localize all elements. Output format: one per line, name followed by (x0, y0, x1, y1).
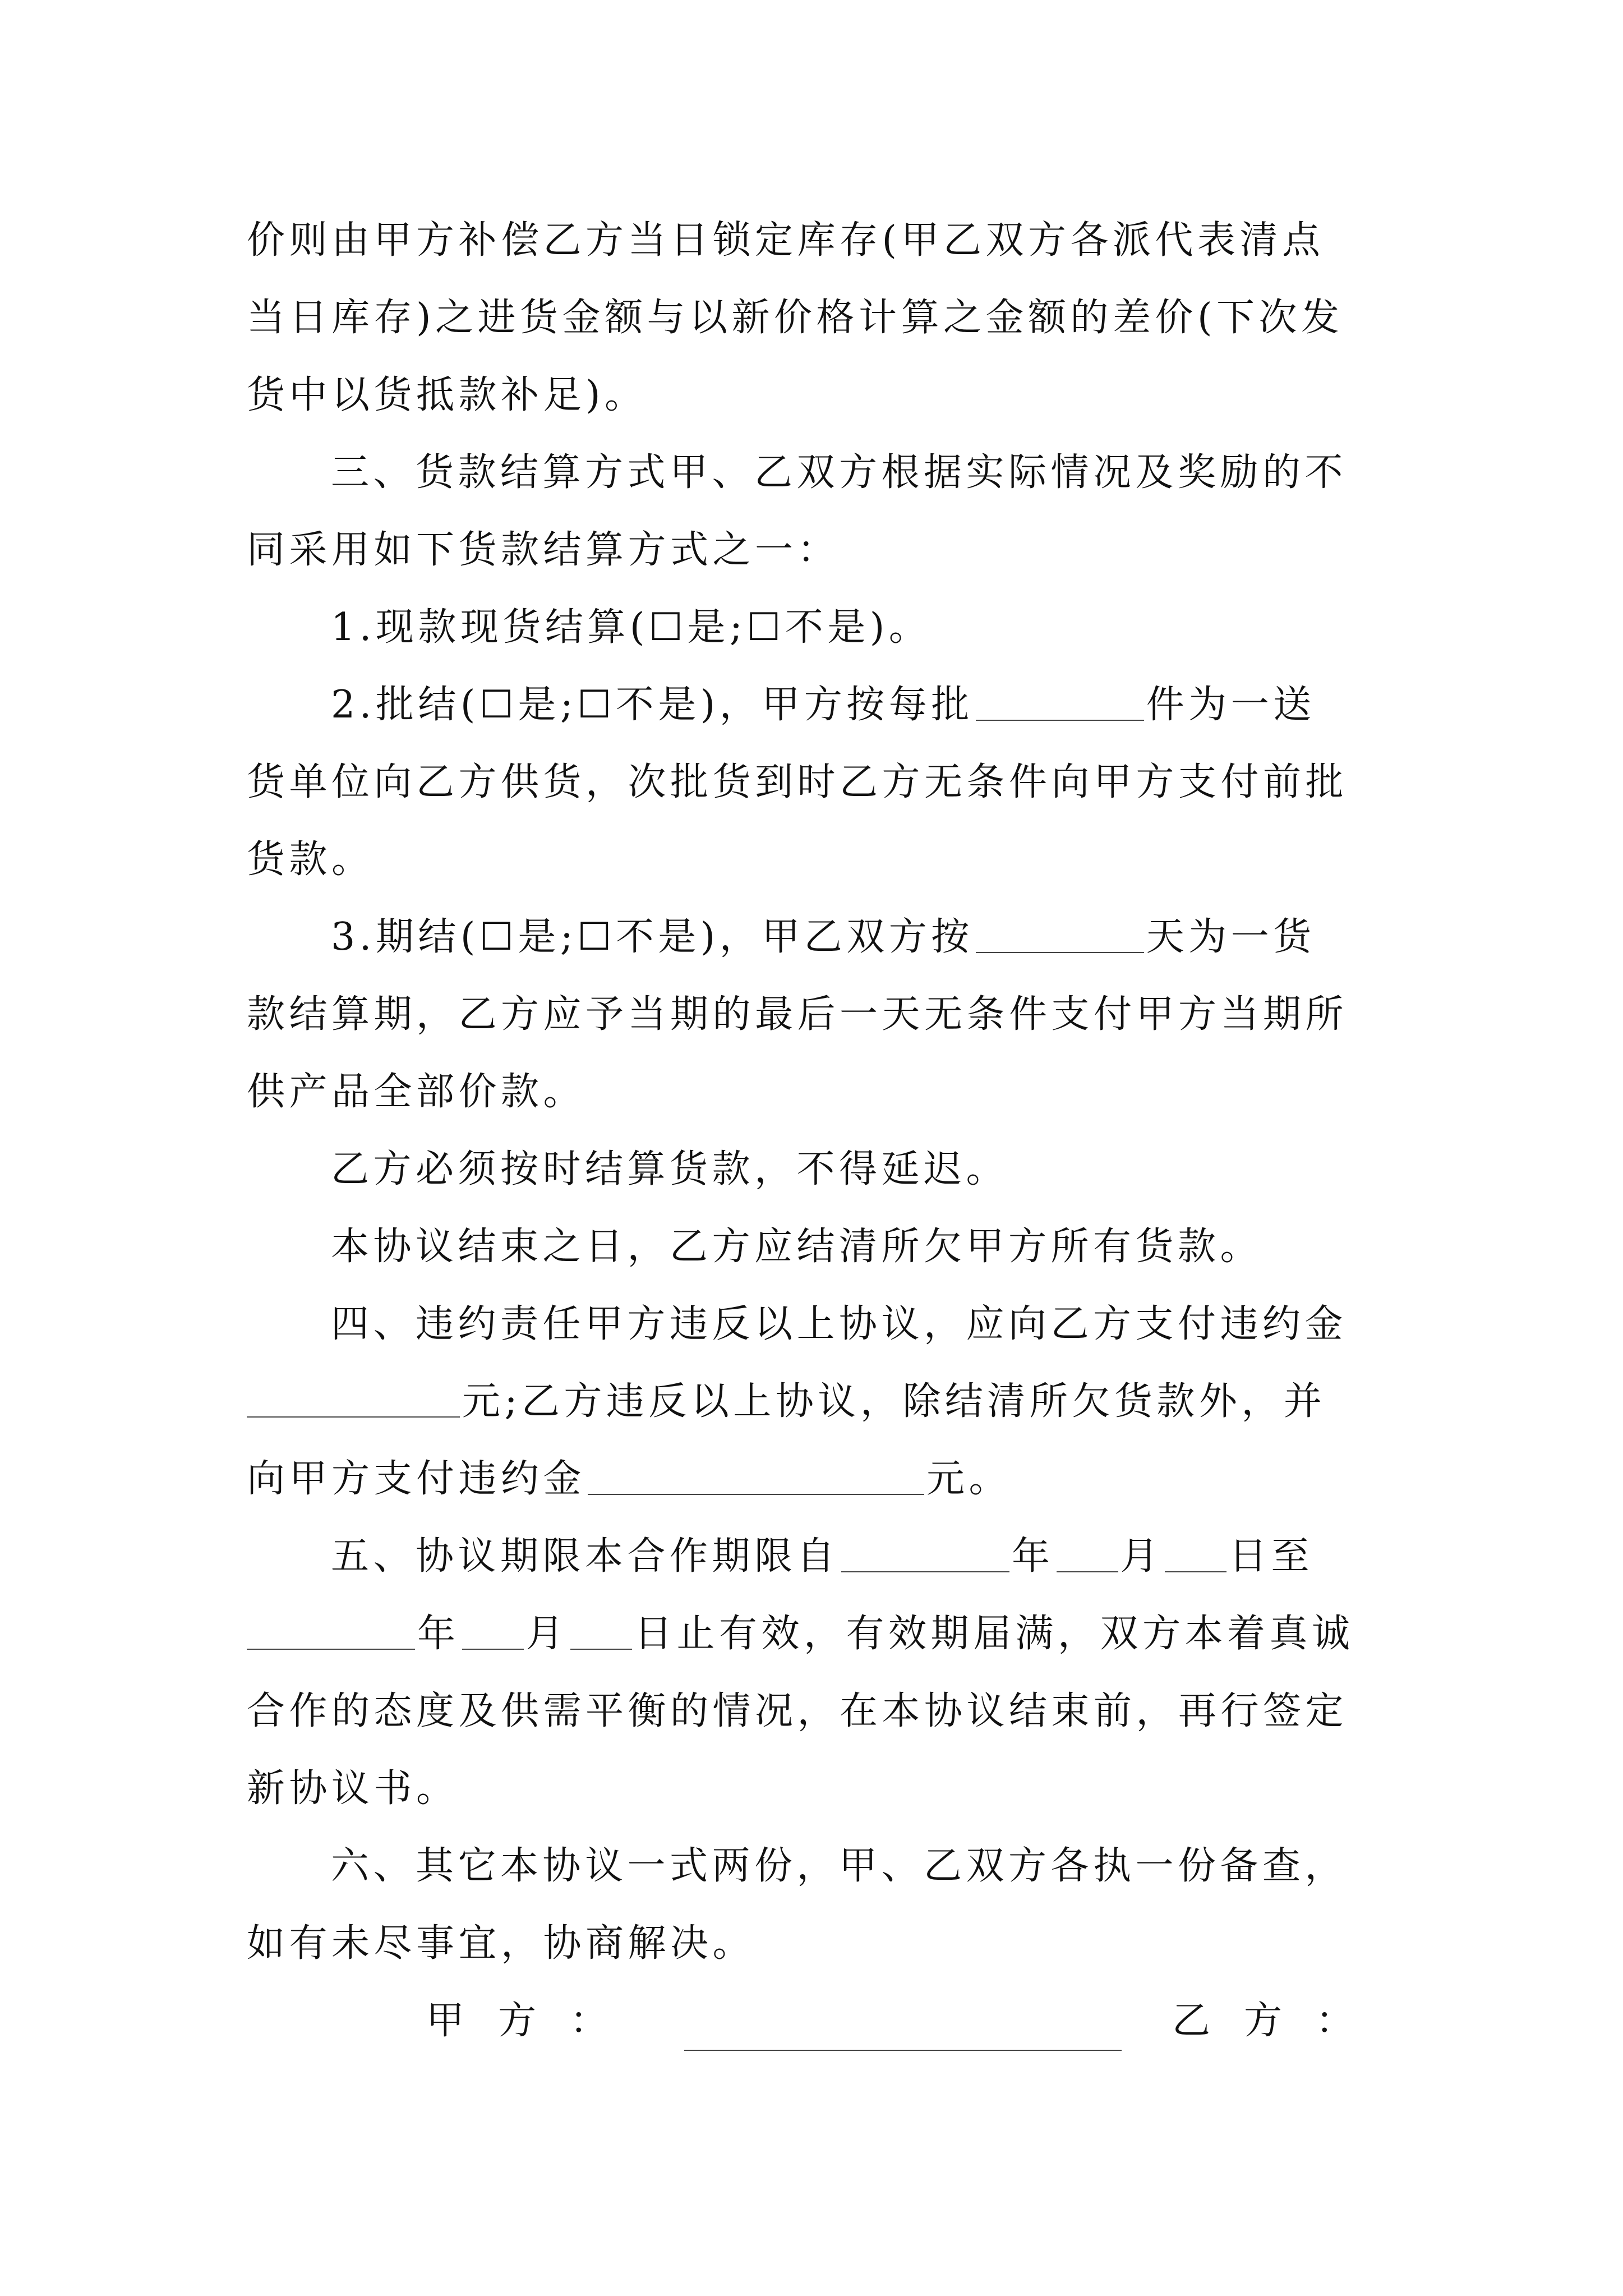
paragraph-line: 货单位向乙方供货，次批货到时乙方无条件向甲方支付前批 (247, 760, 1348, 804)
liability-line (247, 1363, 1391, 1441)
section-heading-other: 六、其它本协议一式两份，甲、乙双方各执一份备查， (331, 1844, 1348, 1888)
option-cash: 1.现款现货结算(☐是;☐不是)。 (331, 605, 932, 650)
day-label: 日至 (1229, 1534, 1314, 1579)
start-month-blank[interactable] (1057, 1538, 1118, 1572)
year-label: 年 (1012, 1534, 1054, 1579)
party-a-label: 甲方： (426, 1999, 642, 2043)
start-year-blank[interactable] (841, 1538, 1009, 1572)
period-days-blank[interactable] (976, 918, 1144, 953)
paragraph-line: 货款。 (247, 838, 374, 882)
paragraph-line: 款结算期，乙方应予当期的最后一天无条件支付甲方当期所 (247, 992, 1348, 1037)
batch-quantity-blank[interactable] (976, 686, 1144, 721)
party-a-penalty-blank[interactable] (247, 1383, 460, 1418)
option-period-text-end: 天为一货 (1146, 915, 1316, 959)
paragraph-line: 当日库存)之进货金额与以新价格计算之金额的差价(下次发 (247, 296, 1344, 340)
paragraph-line: 如有未尽事宜，协商解决。 (247, 1921, 755, 1966)
party-b-penalty-blank[interactable] (588, 1460, 924, 1495)
end-year-blank[interactable] (247, 1615, 415, 1650)
option-batch-text-end: 件为一送 (1146, 683, 1316, 727)
option-period (247, 899, 1391, 976)
party-a-signature-blank[interactable] (684, 2010, 1122, 2051)
term-line (247, 1518, 1391, 1595)
term-text: 五、协议期限本合作期限自 (331, 1534, 840, 1579)
document-page (247, 202, 1391, 2060)
section-heading-liability: 四、违约责任甲方违反以上协议，应向乙方支付违约金 (331, 1302, 1348, 1346)
month-label: 月 (1120, 1534, 1163, 1579)
start-day-blank[interactable] (1165, 1538, 1227, 1572)
liability-line (247, 1441, 1391, 1518)
paragraph-line: 价则由甲方补偿乙方当日锁定库存(甲乙双方各派代表清点 (247, 218, 1325, 263)
paragraph-line: 同采用如下货款结算方式之一： (247, 528, 840, 572)
option-period-text: 3.期结(☐是;☐不是)，甲乙双方按 (331, 915, 974, 959)
term-text-end: 日止有效，有效期届满，双方本着真诚 (634, 1612, 1354, 1656)
year-label: 年 (417, 1612, 460, 1656)
end-month-blank[interactable] (462, 1615, 524, 1650)
liability-text: 向甲方支付违约金 (247, 1457, 586, 1501)
party-b-label: 乙方： (1172, 1999, 1388, 2043)
month-label: 月 (525, 1612, 569, 1656)
option-batch-text: 2.批结(☐是;☐不是)，甲方按每批 (331, 683, 974, 727)
option-batch (247, 666, 1391, 744)
paragraph-line: 本协议结束之日，乙方应结清所欠甲方所有货款。 (331, 1225, 1263, 1269)
paragraph-line: 供产品全部价款。 (247, 1070, 586, 1114)
paragraph-line: 新协议书。 (247, 1766, 459, 1811)
signature-row (247, 1982, 1391, 2060)
paragraph-line: 乙方必须按时结算货款，不得延迟。 (331, 1147, 1009, 1191)
liability-text-end: 元。 (926, 1457, 1012, 1501)
paragraph-line: 货中以货抵款补足)。 (247, 373, 647, 417)
paragraph-line: 合作的态度及供需平衡的情况，在本协议结束前，再行签定 (247, 1689, 1348, 1733)
term-line (247, 1595, 1391, 1673)
liability-text: 元;乙方违反以上协议，除结清所欠货款外，并 (462, 1379, 1326, 1424)
section-heading-payment: 三、货款结算方式甲、乙双方根据实际情况及奖励的不 (331, 450, 1348, 495)
end-day-blank[interactable] (570, 1615, 632, 1650)
